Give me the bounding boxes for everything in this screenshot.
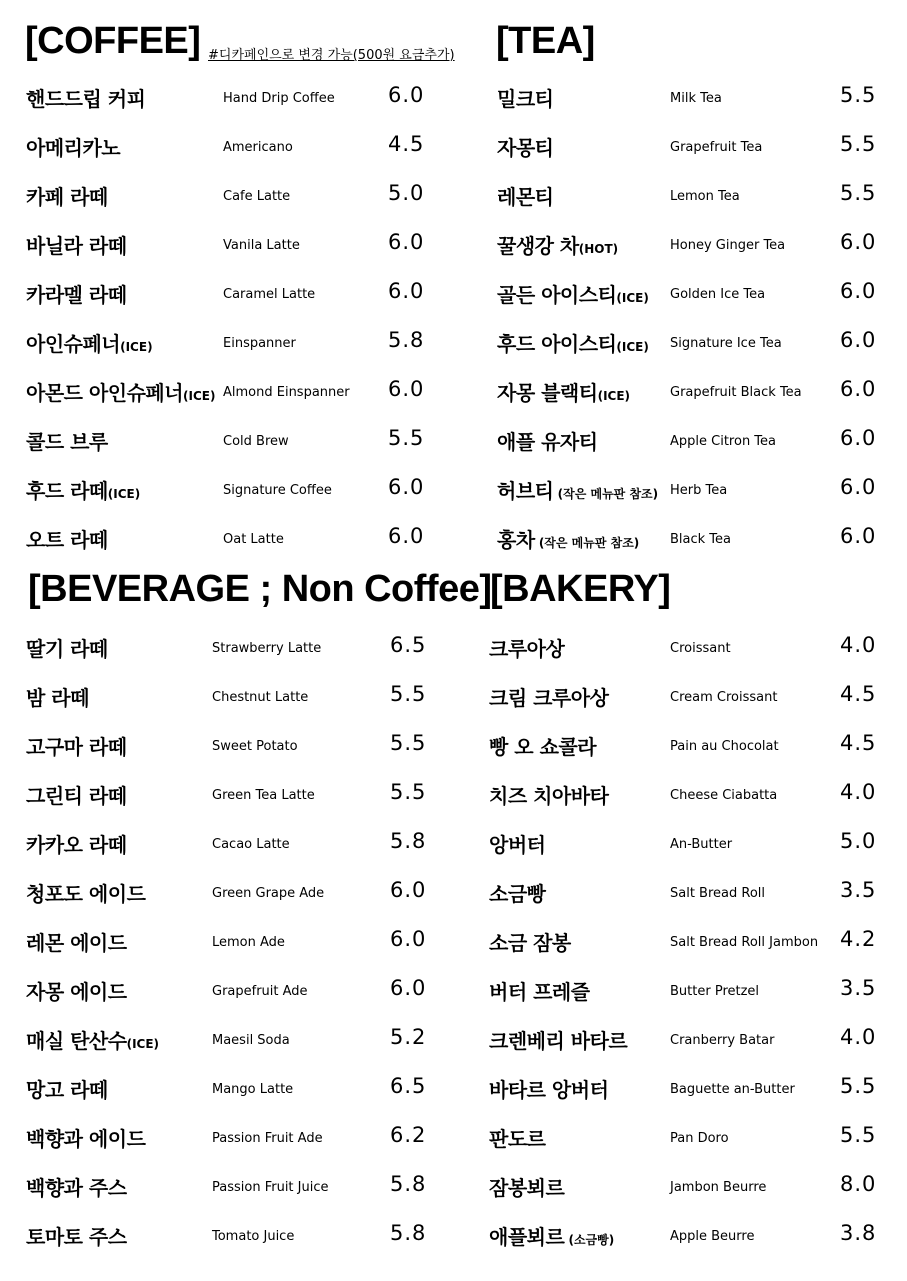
menu-item-korean-label: 백향과 에이드 [26, 1127, 146, 1151]
menu-item-korean-name [489, 878, 545, 907]
menu-item-price: 5.0 [840, 829, 877, 853]
menu-item-korean-label: 바닐라 라떼 [26, 234, 127, 258]
menu-item-price: 6.0 [840, 230, 877, 254]
menu-item-row [26, 132, 438, 162]
menu-item-row [489, 927, 890, 957]
menu-item-price: 5.5 [840, 1074, 877, 1098]
menu-item-english-name: Tomato Juice [212, 1229, 295, 1244]
menu-item-english-name: Caramel Latte [223, 287, 316, 302]
menu-item-korean-name [489, 829, 545, 858]
menu-item-note: (작은 메뉴판 참조) [553, 487, 659, 501]
menu-item-korean-name [489, 682, 608, 711]
menu-item-note: (ICE) [597, 389, 631, 403]
menu-item-korean-label: 그린티 라떼 [26, 784, 127, 808]
menu-item-price: 6.0 [840, 475, 877, 499]
menu-item-price: 6.0 [388, 279, 425, 303]
menu-item-korean-label: 자몽 에이드 [26, 980, 127, 1004]
menu-item-english-name: Black Tea [670, 532, 732, 547]
menu-item-price: 5.8 [388, 328, 425, 352]
menu-item-row [497, 377, 890, 407]
menu-item-korean-label: 매실 탄산수 [26, 1029, 127, 1053]
menu-item-row [489, 829, 890, 859]
menu-item-price: 5.5 [840, 83, 877, 107]
menu-item-english-name: Signature Coffee [223, 483, 332, 498]
menu-item-korean-name [26, 279, 127, 308]
menu-item-korean-name [26, 426, 108, 455]
menu-item-price: 4.2 [840, 927, 877, 951]
menu-item-price: 6.0 [390, 976, 427, 1000]
menu-item-row [26, 1074, 440, 1104]
menu-item-korean-name [26, 1221, 127, 1250]
menu-item-english-name: Cheese Ciabatta [670, 788, 778, 803]
menu-item-korean-name [26, 927, 127, 956]
menu-item-price: 4.0 [840, 633, 877, 657]
menu-item-english-name: Grapefruit Tea [670, 140, 763, 155]
menu-item-english-name: Cream Croissant [670, 690, 778, 705]
menu-item-note: (ICE) [120, 340, 153, 354]
menu-item-english-name: Lemon Ade [212, 935, 285, 950]
menu-item-note: (ICE) [616, 340, 649, 354]
menu-item-korean-name [497, 230, 618, 259]
menu-item-row [489, 1074, 890, 1104]
menu-item-price: 6.0 [840, 328, 877, 352]
menu-item-row [26, 731, 440, 761]
menu-item-price: 5.8 [390, 829, 427, 853]
menu-item-row [497, 83, 890, 113]
menu-item-row [489, 976, 890, 1006]
menu-item-row [26, 279, 438, 309]
menu-item-english-name: Baguette an-Butter [670, 1082, 795, 1097]
menu-item-price: 5.5 [840, 181, 877, 205]
menu-item-korean-label: 밀크티 [497, 87, 554, 111]
menu-item-price: 5.5 [390, 731, 427, 755]
menu-item-korean-label: 애플 유자티 [497, 430, 598, 454]
menu-item-korean-label: 크렌베리 바타르 [489, 1029, 628, 1053]
menu-item-price: 6.0 [388, 230, 425, 254]
menu-item-row [489, 731, 890, 761]
menu-item-price: 5.5 [388, 426, 425, 450]
menu-item-korean-name [26, 1025, 159, 1054]
menu-item-korean-name [497, 132, 553, 161]
menu-item-korean-name [489, 1123, 545, 1152]
menu-item-price: 6.0 [840, 426, 877, 450]
menu-item-korean-name [26, 132, 120, 161]
menu-item-korean-name [489, 633, 564, 662]
decaf-note: #디카페인으로 변경 가능(500원 요금추가) [208, 48, 455, 63]
menu-item-price: 6.0 [388, 475, 425, 499]
menu-item-note: (ICE) [107, 487, 141, 501]
menu-item-price: 4.0 [840, 1025, 877, 1049]
menu-item-korean-label: 바타르 앙버터 [489, 1078, 609, 1102]
menu-item-korean-name [497, 181, 553, 210]
menu-item-row [26, 181, 438, 211]
menu-item-korean-name [489, 1172, 564, 1201]
menu-item-english-name: Chestnut Latte [212, 690, 309, 705]
menu-item-korean-label: 아몬드 아인슈페너 [26, 381, 184, 405]
menu-item-english-name: Apple Beurre [670, 1229, 755, 1244]
menu-item-korean-name [26, 475, 140, 504]
menu-item-korean-name [497, 328, 649, 357]
menu-item-price: 5.2 [390, 1025, 427, 1049]
menu-item-price: 3.5 [840, 976, 877, 1000]
menu-item-english-name: Einspanner [223, 336, 296, 351]
menu-item-korean-label: 아인슈페너 [26, 332, 121, 356]
menu-item-korean-label: 소금 잠봉 [489, 931, 571, 955]
menu-item-row [489, 1172, 890, 1202]
menu-item-korean-label: 토마토 주스 [26, 1225, 127, 1249]
menu-item-korean-label: 허브티 [497, 479, 554, 503]
menu-item-korean-label: 자몽 블랙티 [497, 381, 598, 405]
menu-item-korean-name [26, 878, 145, 907]
menu-item-english-name: Cranberry Batar [670, 1033, 775, 1048]
menu-item-row [489, 1221, 890, 1251]
menu-item-korean-label: 카카오 라떼 [26, 833, 127, 857]
menu-item-korean-name [497, 524, 639, 553]
menu-item-row [26, 377, 438, 407]
menu-item-row [26, 230, 438, 260]
menu-item-english-name: Oat Latte [223, 532, 284, 547]
menu-item-korean-name [489, 927, 571, 956]
menu-item-price: 4.5 [840, 682, 877, 706]
menu-item-korean-name [497, 377, 630, 406]
menu-item-row [497, 524, 890, 554]
menu-item-note: (ICE) [616, 291, 649, 305]
menu-item-price: 4.5 [840, 731, 877, 755]
menu-item-row [26, 1221, 440, 1251]
menu-item-korean-name [26, 829, 127, 858]
menu-item-row [489, 780, 890, 810]
menu-item-row [26, 1123, 440, 1153]
menu-item-row [26, 780, 440, 810]
menu-item-korean-label: 핸드드립 커피 [26, 87, 146, 111]
menu-item-korean-label: 꿀생강 차 [497, 234, 579, 258]
menu-item-english-name: Almond Einspanner [223, 385, 350, 400]
menu-item-korean-name [26, 780, 127, 809]
menu-item-english-name: Cold Brew [223, 434, 289, 449]
menu-item-korean-name [26, 230, 127, 259]
menu-item-korean-label: 딸기 라떼 [26, 637, 108, 661]
menu-item-note: (ICE) [126, 1037, 160, 1051]
menu-item-price: 6.0 [840, 279, 877, 303]
menu-item-english-name: Butter Pretzel [670, 984, 760, 999]
menu-item-english-name: Lemon Tea [670, 189, 740, 204]
menu-item-price: 5.5 [840, 132, 877, 156]
menu-item-english-name: Grapefruit Ade [212, 984, 308, 999]
menu-item-korean-name [489, 1074, 608, 1103]
menu-item-price: 6.0 [390, 878, 427, 902]
menu-item-note: (HOT) [578, 242, 619, 256]
menu-item-korean-label: 애플뵈르 [489, 1225, 565, 1249]
menu-item-korean-name [26, 181, 108, 210]
menu-item-note: (작은 메뉴판 참조) [534, 536, 640, 550]
menu-item-english-name: Signature Ice Tea [670, 336, 782, 351]
menu-item-row [497, 230, 890, 260]
menu-item-korean-name [489, 780, 608, 809]
menu-item-korean-name [489, 1025, 627, 1054]
menu-item-row [26, 927, 440, 957]
menu-item-row [497, 426, 890, 456]
menu-item-korean-name [26, 1172, 127, 1201]
menu-item-korean-label: 백향과 주스 [26, 1176, 127, 1200]
menu-item-korean-label: 자몽티 [497, 136, 554, 160]
menu-item-note: (ICE) [183, 389, 216, 403]
menu-item-korean-name [489, 731, 596, 760]
menu-item-price: 6.0 [840, 524, 877, 548]
menu-item-english-name: Americano [223, 140, 293, 155]
menu-item-price: 6.0 [840, 377, 877, 401]
menu-item-price: 6.0 [388, 83, 425, 107]
menu-item-english-name: Sweet Potato [212, 739, 298, 754]
menu-item-korean-label: 잠봉뵈르 [489, 1176, 565, 1200]
menu-item-korean-name [497, 426, 598, 455]
menu-item-korean-label: 고구마 라떼 [26, 735, 127, 759]
beverage-section-title: [BEVERAGE ; Non Coffee] [28, 568, 492, 610]
menu-item-korean-name [497, 279, 649, 308]
menu-item-row [26, 976, 440, 1006]
menu-item-price: 5.8 [390, 1221, 427, 1245]
menu-item-price: 5.5 [390, 682, 427, 706]
menu-item-korean-label: 망고 라떼 [26, 1078, 108, 1102]
menu-item-korean-label: 레몬 에이드 [26, 931, 127, 955]
menu-item-english-name: Passion Fruit Ade [212, 1131, 323, 1146]
menu-item-price: 4.5 [388, 132, 425, 156]
menu-item-english-name: Passion Fruit Juice [212, 1180, 329, 1195]
menu-item-english-name: Cacao Latte [212, 837, 290, 852]
menu-item-english-name: Mango Latte [212, 1082, 294, 1097]
menu-item-korean-label: 청포도 에이드 [26, 882, 146, 906]
menu-item-korean-name [489, 1221, 614, 1250]
menu-item-english-name: Pain au Chocolat [670, 739, 779, 754]
menu-item-note: (소금빵) [564, 1233, 615, 1247]
menu-item-korean-label: 카페 라떼 [26, 185, 108, 209]
menu-item-row [26, 878, 440, 908]
menu-item-row [489, 1025, 890, 1055]
menu-item-korean-label: 앙버터 [489, 833, 546, 857]
menu-item-korean-label: 치즈 치아바타 [489, 784, 609, 808]
menu-item-korean-label: 소금빵 [489, 882, 546, 906]
menu-item-korean-name [26, 1074, 108, 1103]
menu-item-row [497, 475, 890, 505]
menu-item-korean-name [26, 976, 127, 1005]
menu-item-english-name: Strawberry Latte [212, 641, 322, 656]
menu-item-price: 6.0 [390, 927, 427, 951]
menu-item-korean-name [26, 731, 127, 760]
menu-item-english-name: Croissant [670, 641, 731, 656]
menu-item-english-name: Pan Doro [670, 1131, 729, 1146]
menu-item-korean-label: 골든 아이스티 [497, 283, 617, 307]
menu-item-price: 5.5 [390, 780, 427, 804]
menu-item-row [26, 682, 440, 712]
menu-item-row [489, 878, 890, 908]
menu-item-english-name: Salt Bread Roll [670, 886, 766, 901]
menu-item-english-name: Maesil Soda [212, 1033, 290, 1048]
menu-item-korean-name [26, 524, 108, 553]
menu-item-korean-label: 밤 라떼 [26, 686, 89, 710]
menu-item-price: 6.2 [390, 1123, 427, 1147]
menu-item-english-name: Golden Ice Tea [670, 287, 766, 302]
menu-item-price: 6.5 [390, 1074, 427, 1098]
menu-item-row [26, 1025, 440, 1055]
menu-item-english-name: Milk Tea [670, 91, 722, 106]
menu-item-english-name: Apple Citron Tea [670, 434, 777, 449]
menu-item-price: 6.0 [388, 377, 425, 401]
menu-item-korean-label: 레몬티 [497, 185, 554, 209]
menu-item-english-name: Jambon Beurre [670, 1180, 767, 1195]
menu-item-english-name: Grapefruit Black Tea [670, 385, 802, 400]
menu-item-price: 3.8 [840, 1221, 877, 1245]
menu-item-price: 8.0 [840, 1172, 877, 1196]
menu-item-korean-label: 아메리카노 [26, 136, 121, 160]
menu-item-english-name: Green Grape Ade [212, 886, 325, 901]
menu-item-price: 5.0 [388, 181, 425, 205]
menu-item-row [26, 633, 440, 663]
menu-item-row [489, 1123, 890, 1153]
tea-section-title: [TEA] [496, 20, 595, 62]
menu-item-row [497, 132, 890, 162]
menu-item-korean-label: 버터 프레즐 [489, 980, 590, 1004]
menu-item-korean-name [489, 976, 590, 1005]
menu-item-korean-label: 콜드 브루 [26, 430, 108, 454]
menu-item-english-name: Vanila Latte [223, 238, 300, 253]
menu-item-row [26, 829, 440, 859]
menu-item-korean-name [497, 475, 658, 504]
menu-item-korean-label: 크루아상 [489, 637, 565, 661]
menu-item-english-name: Salt Bread Roll Jambon [670, 935, 819, 950]
menu-item-korean-label: 후드 아이스티 [497, 332, 617, 356]
coffee-section-title: [COFFEE] [25, 20, 201, 62]
menu-item-korean-label: 오트 라떼 [26, 528, 108, 552]
menu-item-price: 3.5 [840, 878, 877, 902]
menu-item-korean-label: 후드 라떼 [26, 479, 108, 503]
menu-item-english-name: Green Tea Latte [212, 788, 315, 803]
menu-item-english-name: Cafe Latte [223, 189, 291, 204]
menu-item-korean-name [26, 83, 145, 112]
menu-item-row [26, 426, 438, 456]
menu-item-english-name: Honey Ginger Tea [670, 238, 786, 253]
menu-item-price: 5.8 [390, 1172, 427, 1196]
menu-item-korean-label: 카라멜 라떼 [26, 283, 127, 307]
menu-item-korean-name [26, 1123, 145, 1152]
menu-item-price: 5.5 [840, 1123, 877, 1147]
menu-item-row [26, 83, 438, 113]
menu-item-row [497, 181, 890, 211]
menu-item-row [26, 475, 438, 505]
menu-item-english-name: An-Butter [670, 837, 733, 852]
menu-item-row [489, 682, 890, 712]
menu-item-row [26, 328, 438, 358]
menu-item-price: 4.0 [840, 780, 877, 804]
menu-item-row [489, 633, 890, 663]
menu-item-korean-name [26, 682, 89, 711]
menu-item-korean-name [26, 328, 153, 357]
menu-item-row [497, 279, 890, 309]
menu-item-korean-label: 홍차 [497, 528, 535, 552]
menu-item-price: 6.5 [390, 633, 427, 657]
menu-item-korean-name [497, 83, 553, 112]
menu-item-english-name: Herb Tea [670, 483, 728, 498]
menu-item-korean-name [26, 633, 108, 662]
menu-item-korean-label: 판도르 [489, 1127, 546, 1151]
menu-item-korean-label: 빵 오 쇼콜라 [489, 735, 597, 759]
menu-item-row [26, 524, 438, 554]
menu-item-row [497, 328, 890, 358]
menu-item-korean-name [26, 377, 215, 406]
menu-item-english-name: Hand Drip Coffee [223, 91, 335, 106]
menu-item-price: 6.0 [388, 524, 425, 548]
bakery-section-title: [BAKERY] [490, 568, 671, 610]
menu-item-row [26, 1172, 440, 1202]
menu-item-korean-label: 크림 크루아상 [489, 686, 609, 710]
